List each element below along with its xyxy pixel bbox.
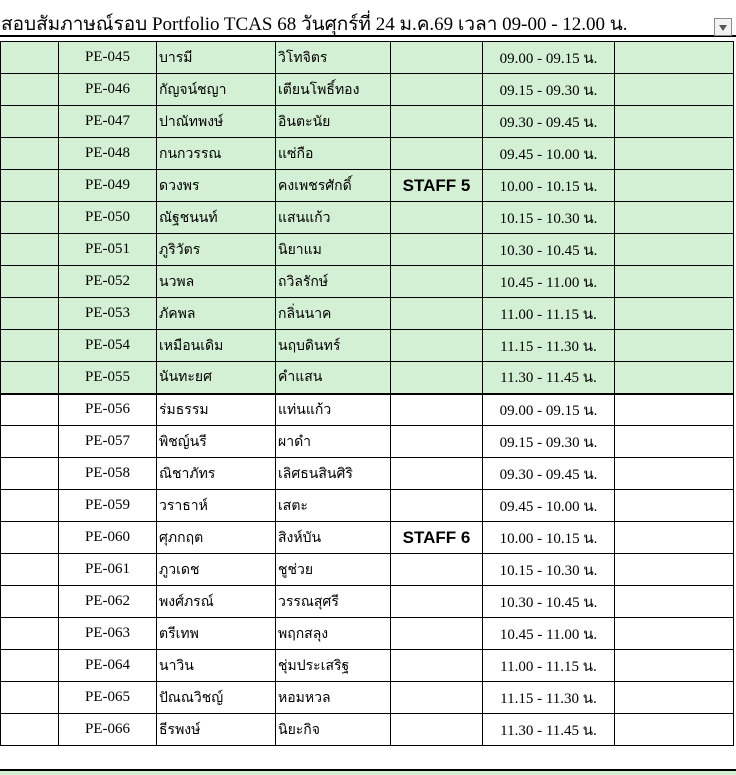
time-cell[interactable]: 09.00 - 09.15 น. xyxy=(483,42,615,74)
last-name-cell[interactable]: เตียนโพธิ์ทอง xyxy=(276,74,391,106)
last-name-cell[interactable]: เสตะ xyxy=(276,490,391,522)
time-cell[interactable]: 10.15 - 10.30 น. xyxy=(483,202,615,234)
extra-cell[interactable] xyxy=(615,522,734,554)
extra-cell[interactable] xyxy=(615,618,734,650)
staff-cell[interactable] xyxy=(391,618,483,650)
extra-cell[interactable] xyxy=(615,266,734,298)
staff-cell[interactable] xyxy=(391,74,483,106)
table-row xyxy=(1,618,734,650)
first-name-cell[interactable]: ดวงพร xyxy=(157,170,276,202)
code-cell[interactable]: PE-052 xyxy=(59,266,157,298)
table-row xyxy=(1,202,734,234)
code-cell[interactable]: PE-051 xyxy=(59,234,157,266)
staff-cell[interactable] xyxy=(391,586,483,618)
first-name-cell[interactable]: ภูวเดช xyxy=(157,554,276,586)
staff-cell[interactable] xyxy=(391,266,483,298)
extra-cell[interactable] xyxy=(615,650,734,682)
extra-cell[interactable] xyxy=(615,490,734,522)
first-name-cell[interactable]: ปัณณวิชญ์ xyxy=(157,682,276,714)
extra-cell[interactable] xyxy=(615,202,734,234)
table-row xyxy=(1,330,734,362)
extra-cell[interactable] xyxy=(615,234,734,266)
table-row xyxy=(1,682,734,714)
blank-cell[interactable] xyxy=(1,330,59,362)
first-name-cell[interactable]: ภูริวัตร xyxy=(157,234,276,266)
staff-cell[interactable] xyxy=(391,490,483,522)
extra-cell[interactable] xyxy=(615,330,734,362)
last-name-cell[interactable]: สิงห์บัน xyxy=(276,522,391,554)
blank-cell[interactable] xyxy=(1,42,59,74)
last-name-cell[interactable]: กลิ่นนาค xyxy=(276,298,391,330)
extra-cell[interactable] xyxy=(615,362,734,394)
last-name-cell[interactable]: พฤกสลุง xyxy=(276,618,391,650)
staff-cell[interactable] xyxy=(391,714,483,746)
code-cell[interactable]: PE-045 xyxy=(59,42,157,74)
code-cell[interactable]: PE-059 xyxy=(59,490,157,522)
first-name-cell[interactable]: วราธาห์ xyxy=(157,490,276,522)
table-row xyxy=(1,554,734,586)
extra-cell[interactable] xyxy=(615,170,734,202)
blank-cell[interactable] xyxy=(1,74,59,106)
blank-cell[interactable] xyxy=(1,490,59,522)
blank-cell[interactable] xyxy=(1,426,59,458)
staff-cell[interactable]: STAFF 5 xyxy=(391,170,483,202)
last-name-cell[interactable]: ชุ่มประเสริฐ xyxy=(276,650,391,682)
blank-cell[interactable] xyxy=(1,106,59,138)
first-name-cell[interactable]: ณัฐชนนท์ xyxy=(157,202,276,234)
first-name-cell[interactable]: พงศ์ภรณ์ xyxy=(157,586,276,618)
first-name-cell[interactable]: ธีรพงษ์ xyxy=(157,714,276,746)
extra-cell[interactable] xyxy=(615,138,734,170)
table-row xyxy=(1,234,734,266)
table-row xyxy=(1,362,734,394)
blank-cell[interactable] xyxy=(1,138,59,170)
staff-cell[interactable] xyxy=(391,330,483,362)
extra-cell[interactable] xyxy=(615,458,734,490)
code-cell[interactable]: PE-063 xyxy=(59,618,157,650)
staff-cell[interactable] xyxy=(391,298,483,330)
code-cell[interactable]: PE-064 xyxy=(59,650,157,682)
time-cell[interactable]: 10.00 - 10.15 น. xyxy=(483,522,615,554)
extra-cell[interactable] xyxy=(615,554,734,586)
time-cell[interactable]: 09.45 - 10.00 น. xyxy=(483,490,615,522)
code-cell[interactable]: PE-048 xyxy=(59,138,157,170)
time-cell[interactable]: 11.00 - 11.15 น. xyxy=(483,298,615,330)
time-cell[interactable]: 09.15 - 09.30 น. xyxy=(483,426,615,458)
table-row xyxy=(1,266,734,298)
table-row xyxy=(1,298,734,330)
time-cell[interactable]: 10.30 - 10.45 น. xyxy=(483,586,615,618)
first-name-cell[interactable]: ร่มธรรม xyxy=(157,394,276,426)
first-name-cell[interactable]: นวพล xyxy=(157,266,276,298)
extra-cell[interactable] xyxy=(615,426,734,458)
time-cell[interactable]: 11.30 - 11.45 น. xyxy=(483,714,615,746)
extra-cell[interactable] xyxy=(615,106,734,138)
staff-cell[interactable] xyxy=(391,234,483,266)
sheet-title: สอบสัมภาษณ์รอบ Portfolio TCAS 68 วันศุกร์ที่ 24 ม.ค.69 เวลา 09-00 - 12.00 น. xyxy=(1,14,628,35)
first-name-cell[interactable]: บารมี xyxy=(157,42,276,74)
blank-cell[interactable] xyxy=(1,170,59,202)
blank-cell[interactable] xyxy=(1,458,59,490)
code-cell[interactable]: PE-056 xyxy=(59,394,157,426)
blank-cell[interactable] xyxy=(1,618,59,650)
blank-cell[interactable] xyxy=(1,586,59,618)
first-name-cell[interactable]: นาวิน xyxy=(157,650,276,682)
last-name-cell[interactable]: อินตะนัย xyxy=(276,106,391,138)
time-cell[interactable]: 09.15 - 09.30 น. xyxy=(483,74,615,106)
time-cell[interactable]: 11.30 - 11.45 น. xyxy=(483,362,615,394)
blank-cell[interactable] xyxy=(1,362,59,394)
code-cell[interactable]: PE-058 xyxy=(59,458,157,490)
table-row xyxy=(1,458,734,490)
staff-cell[interactable] xyxy=(391,394,483,426)
last-name-cell[interactable]: คงเพชรศักดิ์ xyxy=(276,170,391,202)
last-name-cell[interactable]: แสนแก้ว xyxy=(276,202,391,234)
staff-cell[interactable] xyxy=(391,426,483,458)
time-cell[interactable]: 10.30 - 10.45 น. xyxy=(483,234,615,266)
time-cell[interactable]: 11.00 - 11.15 น. xyxy=(483,650,615,682)
staff-cell[interactable] xyxy=(391,650,483,682)
table-row xyxy=(1,106,734,138)
first-name-cell[interactable]: พิชญ์นรี xyxy=(157,426,276,458)
blank-cell[interactable] xyxy=(1,298,59,330)
table-row xyxy=(1,522,734,554)
blank-cell[interactable] xyxy=(1,234,59,266)
last-name-cell[interactable]: ถวิลรักษ์ xyxy=(276,266,391,298)
schedule-rows xyxy=(1,42,734,746)
code-cell[interactable]: PE-046 xyxy=(59,74,157,106)
blank-cell[interactable] xyxy=(1,682,59,714)
first-name-cell[interactable]: เหมือนเดิม xyxy=(157,330,276,362)
code-cell[interactable]: PE-060 xyxy=(59,522,157,554)
code-cell[interactable]: PE-053 xyxy=(59,298,157,330)
last-name-cell[interactable]: แท่นแก้ว xyxy=(276,394,391,426)
blank-cell[interactable] xyxy=(1,714,59,746)
staff-cell[interactable] xyxy=(391,458,483,490)
last-name-cell[interactable]: นิยาแม xyxy=(276,234,391,266)
code-cell[interactable]: PE-054 xyxy=(59,330,157,362)
last-name-cell[interactable]: ชูช่วย xyxy=(276,554,391,586)
title-bar xyxy=(0,0,736,37)
time-cell[interactable]: 10.15 - 10.30 น. xyxy=(483,554,615,586)
blank-cell[interactable] xyxy=(1,554,59,586)
blank-cell[interactable] xyxy=(1,650,59,682)
last-name-cell[interactable]: วรรณสุศรี xyxy=(276,586,391,618)
table-row xyxy=(1,138,734,170)
first-name-cell[interactable]: ศุภกฤต xyxy=(157,522,276,554)
time-cell[interactable]: 09.45 - 10.00 น. xyxy=(483,138,615,170)
code-cell[interactable]: PE-061 xyxy=(59,554,157,586)
table-row xyxy=(1,426,734,458)
extra-cell[interactable] xyxy=(615,42,734,74)
first-name-cell[interactable]: นันทะยศ xyxy=(157,362,276,394)
code-cell[interactable]: PE-062 xyxy=(59,586,157,618)
table-row xyxy=(1,170,734,202)
last-name-cell[interactable]: เลิศธนสินศิริ xyxy=(276,458,391,490)
code-cell[interactable]: PE-050 xyxy=(59,202,157,234)
table-row xyxy=(1,394,734,426)
table-row xyxy=(1,74,734,106)
first-name-cell[interactable]: กนกวรรณ xyxy=(157,138,276,170)
staff-cell[interactable] xyxy=(391,362,483,394)
first-name-cell[interactable]: ณิชาภัทร xyxy=(157,458,276,490)
last-name-cell[interactable]: นฤบดินทร์ xyxy=(276,330,391,362)
code-cell[interactable]: PE-047 xyxy=(59,106,157,138)
table-row xyxy=(1,586,734,618)
staff-cell[interactable] xyxy=(391,106,483,138)
last-name-cell[interactable]: แซ่กือ xyxy=(276,138,391,170)
extra-cell[interactable] xyxy=(615,714,734,746)
time-cell[interactable]: 09.30 - 09.45 น. xyxy=(483,458,615,490)
last-name-cell[interactable]: คำแสน xyxy=(276,362,391,394)
extra-cell[interactable] xyxy=(615,682,734,714)
next-row-peek xyxy=(0,769,736,775)
staff-cell[interactable] xyxy=(391,138,483,170)
extra-cell[interactable] xyxy=(615,586,734,618)
extra-cell[interactable] xyxy=(615,298,734,330)
last-name-cell[interactable]: นิยะกิจ xyxy=(276,714,391,746)
last-name-cell[interactable]: ผาดำ xyxy=(276,426,391,458)
last-name-cell[interactable]: วิโทจิตร xyxy=(276,42,391,74)
table-row xyxy=(1,650,734,682)
blank-cell[interactable] xyxy=(1,394,59,426)
time-cell[interactable]: 09.00 - 09.15 น. xyxy=(483,394,615,426)
code-cell[interactable]: PE-057 xyxy=(59,426,157,458)
staff-cell[interactable] xyxy=(391,42,483,74)
first-name-cell[interactable]: ปาณัทพงษ์ xyxy=(157,106,276,138)
blank-cell[interactable] xyxy=(1,202,59,234)
time-cell[interactable]: 11.15 - 11.30 น. xyxy=(483,330,615,362)
first-name-cell[interactable]: กัญจน์ชญา xyxy=(157,74,276,106)
blank-cell[interactable] xyxy=(1,266,59,298)
time-cell[interactable]: 11.15 - 11.30 น. xyxy=(483,682,615,714)
table-row xyxy=(1,42,734,74)
code-cell[interactable]: PE-055 xyxy=(59,362,157,394)
first-name-cell[interactable]: ภัคพล xyxy=(157,298,276,330)
schedule-table xyxy=(0,41,734,746)
table-row xyxy=(1,714,734,746)
extra-cell[interactable] xyxy=(615,74,734,106)
time-cell[interactable]: 09.30 - 09.45 น. xyxy=(483,106,615,138)
blank-cell[interactable] xyxy=(1,522,59,554)
staff-cell[interactable] xyxy=(391,554,483,586)
last-name-cell[interactable]: หอมหวล xyxy=(276,682,391,714)
time-cell[interactable]: 10.00 - 10.15 น. xyxy=(483,170,615,202)
table-row xyxy=(1,490,734,522)
code-cell[interactable]: PE-066 xyxy=(59,714,157,746)
code-cell[interactable]: PE-049 xyxy=(59,170,157,202)
time-cell[interactable]: 10.45 - 11.00 น. xyxy=(483,618,615,650)
first-name-cell[interactable]: ตรีเทพ xyxy=(157,618,276,650)
staff-cell[interactable] xyxy=(391,682,483,714)
staff-cell[interactable]: STAFF 6 xyxy=(391,522,483,554)
filter-dropdown-button[interactable] xyxy=(714,18,732,36)
time-cell[interactable]: 10.45 - 11.00 น. xyxy=(483,266,615,298)
code-cell[interactable]: PE-065 xyxy=(59,682,157,714)
extra-cell[interactable] xyxy=(615,394,734,426)
staff-cell[interactable] xyxy=(391,202,483,234)
